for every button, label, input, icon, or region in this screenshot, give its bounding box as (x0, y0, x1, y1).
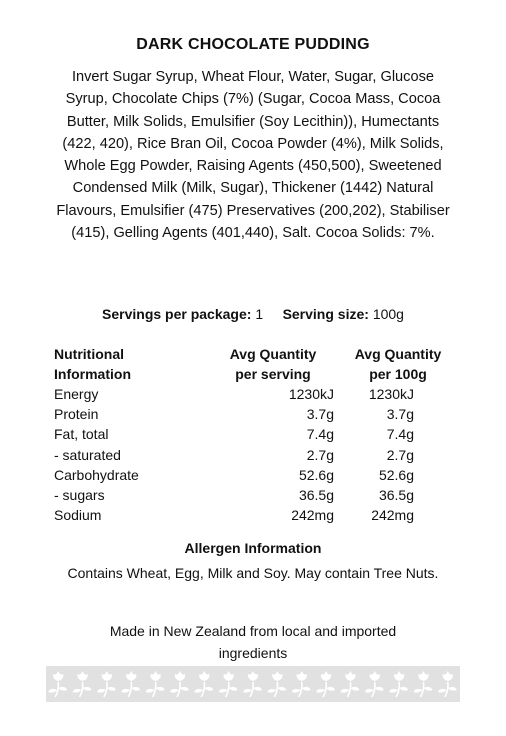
table-row (54, 424, 454, 444)
table-row (54, 404, 454, 424)
table-row (54, 505, 454, 525)
flower-bud-icon (121, 671, 140, 697)
servings-line (0, 306, 506, 322)
nutrient-name: Fat, total (54, 426, 109, 443)
per-serving-value: 242mg (291, 507, 334, 524)
nutrient-name: Carbohydrate (54, 466, 139, 483)
flower-bud-icon (316, 671, 335, 697)
per-serving-value: 2.7g (306, 446, 334, 463)
nutrient-name: - saturated (54, 446, 121, 463)
flower-bud-icon (219, 671, 238, 697)
flower-bud-icon-row (46, 666, 460, 702)
flower-bud-icon (438, 671, 457, 697)
nutrient-name: Sodium (54, 507, 102, 524)
header-line: per 100g (369, 366, 427, 382)
table-row (54, 465, 454, 485)
per-serving-value: 36.5g (298, 486, 334, 503)
per-serving-value: 1230kJ (288, 386, 334, 402)
nutrition-table (54, 344, 454, 525)
flower-bud-icon (146, 671, 165, 697)
per-serving-value: 52.6g (298, 466, 334, 483)
serving-size-label: Serving size: (282, 306, 369, 322)
table-row (54, 445, 454, 465)
allergen-title: Allergen Information (184, 540, 322, 556)
flower-bud-icon (170, 671, 189, 697)
flower-bud-icon (340, 671, 359, 697)
nutrition-rows (54, 384, 454, 525)
per-100g-value: 7.4g (386, 426, 414, 443)
flower-bud-icon (243, 671, 262, 697)
per-serving-value: 7.4g (306, 426, 334, 443)
flower-bud-icon (413, 671, 432, 697)
per-100g-value: 1230kJ (368, 386, 414, 402)
nutrient-name: Protein (54, 406, 99, 423)
header-line: per serving (235, 366, 311, 382)
header-line: Avg Quantity (229, 346, 317, 362)
flower-bud-icon (48, 671, 67, 697)
servings-per-package-value: 1 (255, 306, 264, 322)
header-line: Information (54, 366, 131, 382)
table-row (54, 384, 454, 404)
header-line: Avg Quantity (354, 346, 442, 362)
flower-bud-icon (194, 671, 213, 697)
nutrient-name: - sugars (54, 486, 105, 503)
servings-per-package-label: Servings per package: (102, 306, 252, 322)
header-per-100g (342, 344, 454, 384)
header-line: Nutritional (54, 346, 124, 362)
nutrition-table-header (54, 344, 454, 384)
origin-statement: Made in New Zealand from local and imported ingredients (109, 623, 397, 661)
flower-bud-icon (267, 671, 286, 697)
nutrient-name: Energy (54, 386, 99, 402)
product-title: DARK CHOCOLATE PUDDING (136, 36, 370, 53)
allergen-text: Contains Wheat, Egg, Milk and Soy. May contain Tree Nuts. (67, 565, 439, 581)
decorative-border (46, 666, 460, 702)
per-100g-value: 2.7g (386, 446, 414, 463)
ingredients-list: Invert Sugar Syrup, Wheat Flour, Water, Sugar, Glucose Syrup, Chocolate Chips (7%) (Sugar, Cocoa Mass, Cocoa Butter, Milk Solids, Emulsifier (Soy Lecithin)), Humectants (422, 420), Rice Bran Oil, Cocoa Powder (4%), Milk Solids, Whole Egg Powder, Raising Agents (450,500), Sweetened Condensed Milk (Milk, Sugar), Thickener (1442) Natural Flavours, Emulsifier (475) Preservatives (200,202), Stabiliser (415), Gelling Agents (401,440), Salt. Cocoa Solids: 7%. (56, 69, 450, 242)
flower-bud-icon (73, 671, 92, 697)
per-serving-value: 3.7g (306, 406, 334, 423)
flower-bud-icon (389, 671, 408, 697)
table-row (54, 485, 454, 505)
per-100g-value: 242mg (371, 507, 414, 524)
serving-size-value: 100g (372, 306, 404, 322)
header-per-serving (204, 344, 342, 384)
per-100g-value: 3.7g (386, 406, 414, 423)
flower-bud-icon (292, 671, 311, 697)
per-100g-value: 36.5g (378, 486, 414, 503)
per-100g-value: 52.6g (378, 466, 414, 483)
flower-bud-icon (365, 671, 384, 697)
flower-bud-icon (97, 671, 116, 697)
header-nutritional-information (54, 344, 204, 384)
